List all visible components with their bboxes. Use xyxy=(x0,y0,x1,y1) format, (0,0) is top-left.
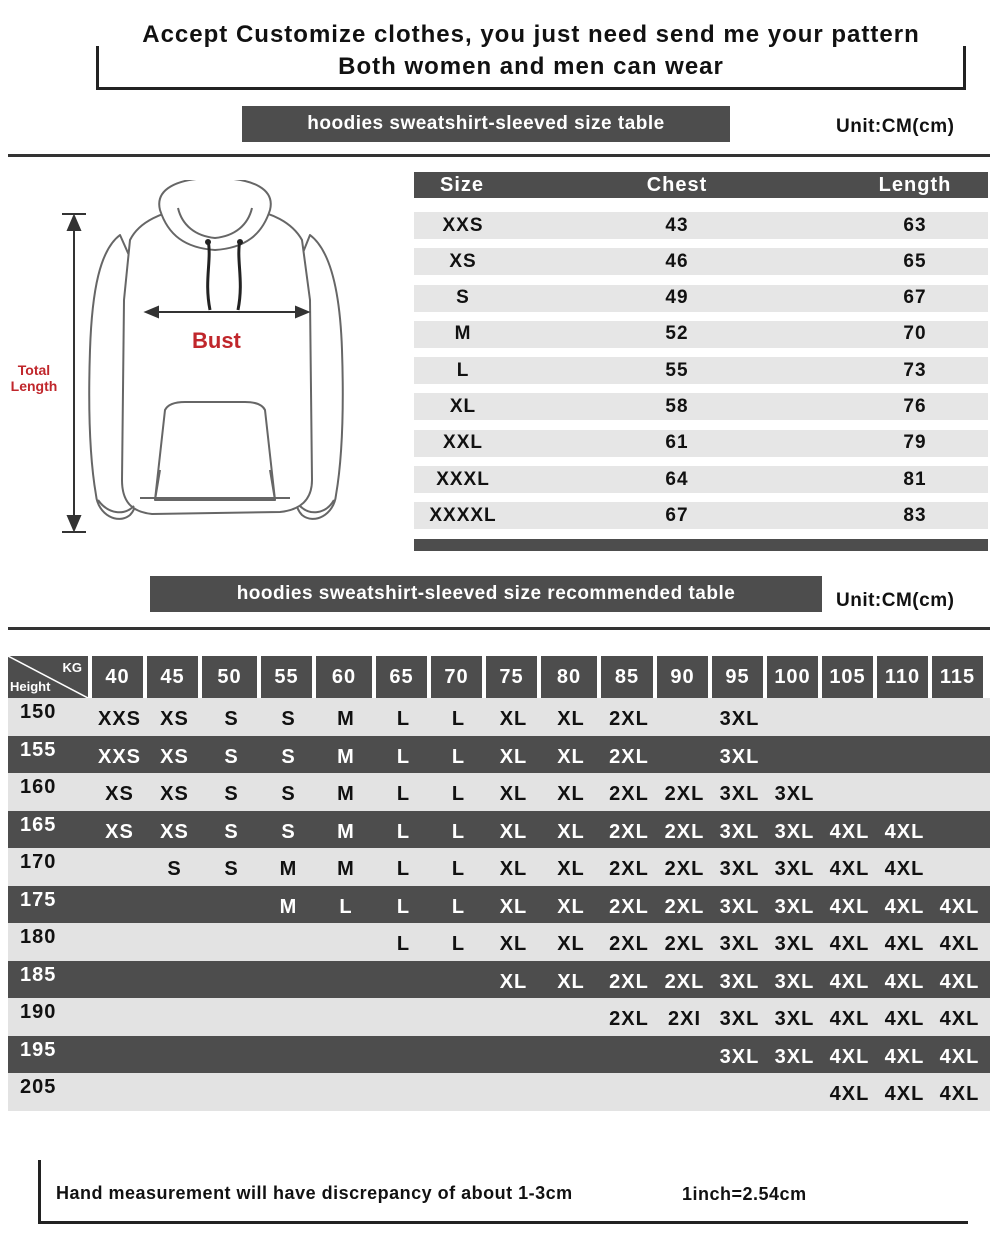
size-recommendation-cell: L xyxy=(451,708,466,731)
size-recommendation-cell: 4XL xyxy=(939,970,980,993)
size-table-banner: hoodies sweatshirt-sleeved size table xyxy=(242,106,730,142)
size-cell: XXL xyxy=(443,432,483,454)
size-recommendation-cell: 4XL xyxy=(939,1008,980,1031)
size-recommendation-cell: 2XL xyxy=(609,783,649,806)
recommended-table-row xyxy=(8,848,990,886)
size-recommendation-cell: S xyxy=(224,708,239,731)
size-recommendation-cell: XL xyxy=(557,708,585,731)
size-recommendation-cell: S xyxy=(281,745,296,768)
size-recommendation-cell: 2XL xyxy=(664,970,705,993)
size-recommendation-cell: S xyxy=(224,745,239,768)
size-recommendation-cell: XXS xyxy=(97,708,142,731)
chest-cell: 58 xyxy=(665,395,689,417)
weight-header-60: 60 xyxy=(316,656,372,698)
size-table-unit: Unit:CM(cm) xyxy=(836,116,955,137)
bust-label: Bust xyxy=(192,328,241,353)
size-recommendation-cell: XS xyxy=(160,783,189,806)
size-table-row xyxy=(414,285,988,312)
weight-header-80: 80 xyxy=(541,656,597,698)
size-recommendation-cell: 3XL xyxy=(774,895,815,918)
chest-cell: 64 xyxy=(665,468,689,490)
size-recommendation-cell: XL xyxy=(557,895,585,918)
size-recommendation-cell: 4XL xyxy=(884,895,925,918)
size-cell: L xyxy=(456,359,470,381)
height-cell: 150 xyxy=(20,701,57,724)
weight-header-105: 105 xyxy=(822,656,873,698)
header-subtitle: Both women and men can wear xyxy=(338,53,724,80)
size-recommendation-cell: XXS xyxy=(97,745,142,768)
recommended-table-unit: Unit:CM(cm) xyxy=(836,590,955,611)
size-recommendation-cell: XL xyxy=(499,895,528,918)
size-recommendation-cell: 4XL xyxy=(884,970,925,993)
size-recommendation-cell: 4XL xyxy=(884,1045,925,1068)
chest-cell: 43 xyxy=(665,214,689,236)
chest-cell: 46 xyxy=(665,250,689,272)
size-recommendation-cell: 2XL xyxy=(664,783,705,806)
size-recommendation-cell: 2XL xyxy=(609,745,649,768)
weight-header-90: 90 xyxy=(657,656,708,698)
size-recommendation-cell: 3XL xyxy=(774,858,815,881)
size-cell: S xyxy=(456,287,470,309)
size-table-header xyxy=(414,172,988,198)
weight-header-95: 95 xyxy=(712,656,763,698)
length-cell: 81 xyxy=(903,468,927,490)
size-recommendation-cell: XL xyxy=(557,745,585,768)
size-recommendation-cell: 4XL xyxy=(884,1008,925,1031)
weight-header-50: 50 xyxy=(202,656,257,698)
length-cell: 73 xyxy=(903,359,927,381)
size-recommendation-cell: 4XL xyxy=(829,858,870,881)
height-cell: 180 xyxy=(20,926,57,949)
size-recommendation-cell: M xyxy=(337,783,355,806)
size-recommendation-cell: L xyxy=(396,745,411,768)
size-table-row xyxy=(414,502,988,529)
weight-header-70: 70 xyxy=(431,656,482,698)
weight-header-100: 100 xyxy=(767,656,818,698)
size-recommendation-cell: 2XL xyxy=(609,708,649,731)
size-recommendation-cell: 4XL xyxy=(884,933,925,956)
size-table-footer-bar xyxy=(414,539,988,551)
chest-cell: 67 xyxy=(665,504,689,526)
length-cell: 65 xyxy=(903,250,927,272)
size-recommendation-cell: L xyxy=(396,933,411,956)
weight-axis-label: KG xyxy=(62,660,82,675)
divider xyxy=(8,627,990,630)
recommended-table-row xyxy=(8,698,990,736)
size-recommendation-cell: 3XL xyxy=(719,745,760,768)
size-recommendation-cell: M xyxy=(337,858,355,881)
size-cell: XXXL xyxy=(436,468,490,490)
height-cell: 165 xyxy=(20,813,57,836)
recommended-table-row xyxy=(8,1036,990,1074)
size-recommendation-cell: S xyxy=(281,820,296,843)
size-recommendation-cell: 3XL xyxy=(774,933,815,956)
size-recommendation-cell: 4XL xyxy=(829,1008,870,1031)
size-recommendation-cell: S xyxy=(281,783,296,806)
size-recommendation-cell: 4XL xyxy=(829,933,870,956)
size-recommendation-cell: 3XL xyxy=(719,858,760,881)
size-recommendation-cell: 4XL xyxy=(939,1045,980,1068)
measurement-note: Hand measurement will have discrepancy of about 1-3cm xyxy=(56,1183,573,1203)
weight-header-85: 85 xyxy=(601,656,653,698)
size-cell: XS xyxy=(449,250,477,272)
size-recommendation-cell: M xyxy=(337,745,355,768)
size-cell: XXXXL xyxy=(429,504,497,526)
size-recommendation-cell: 3XL xyxy=(774,783,815,806)
size-table-row xyxy=(414,357,988,384)
size-recommendation-cell: 4XL xyxy=(939,895,980,918)
height-cell: 205 xyxy=(20,1076,57,1099)
recommended-table-row xyxy=(8,1073,990,1111)
size-recommendation-cell: L xyxy=(451,745,466,768)
size-recommendation-cell: 3XL xyxy=(774,1008,815,1031)
size-recommendation-cell: S xyxy=(281,708,296,731)
table-corner-cell xyxy=(8,656,88,698)
size-recommendation-cell: 2XL xyxy=(664,858,705,881)
size-recommendation-cell: 4XL xyxy=(939,933,980,956)
size-recommendation-cell: 3XL xyxy=(774,970,815,993)
size-cell: M xyxy=(454,323,472,345)
size-recommendation-cell: L xyxy=(451,895,466,918)
size-table-row xyxy=(414,321,988,348)
size-recommendation-cell: 2XL xyxy=(609,820,649,843)
header-box xyxy=(96,12,966,90)
size-recommendation-cell: 4XL xyxy=(884,858,925,881)
size-recommendation-cell: 2XL xyxy=(664,933,705,956)
height-axis-label: Height xyxy=(10,679,51,694)
length-cell: 83 xyxy=(903,504,927,526)
size-recommendation-cell: XS xyxy=(105,783,134,806)
height-cell: 155 xyxy=(20,738,57,761)
size-recommendation-cell: 2XL xyxy=(609,1008,649,1031)
size-recommendation-cell: 4XL xyxy=(884,820,925,843)
size-recommendation-cell: 4XL xyxy=(829,1083,870,1106)
height-cell: 175 xyxy=(20,888,57,911)
recommended-size-table xyxy=(8,656,990,1111)
size-recommendation-cell: 3XL xyxy=(719,783,760,806)
size-recommendation-cell: M xyxy=(337,708,355,731)
length-cell: 76 xyxy=(903,395,927,417)
size-recommendation-cell: M xyxy=(279,858,298,881)
length-cell: 67 xyxy=(903,287,927,309)
size-table-row xyxy=(414,393,988,420)
recommended-table-header xyxy=(8,656,990,698)
size-recommendation-cell: L xyxy=(396,895,411,918)
height-cell: 190 xyxy=(20,1001,57,1024)
weight-header-75: 75 xyxy=(486,656,537,698)
divider xyxy=(8,154,990,157)
size-recommendation-cell: S xyxy=(167,858,182,881)
size-table-row xyxy=(414,466,988,493)
recommended-table-row xyxy=(8,998,990,1036)
size-recommendation-cell: L xyxy=(451,858,466,881)
recommended-table-row xyxy=(8,923,990,961)
recommended-table-row xyxy=(8,886,990,924)
chest-column-header: Chest xyxy=(646,173,708,196)
size-recommendation-cell: L xyxy=(396,783,411,806)
height-cell: 160 xyxy=(20,776,57,799)
weight-header-55: 55 xyxy=(261,656,312,698)
size-recommendation-cell: 2XL xyxy=(609,933,649,956)
size-table-row xyxy=(414,430,988,457)
size-recommendation-cell: XL xyxy=(499,745,528,768)
recommended-table-row xyxy=(8,736,990,774)
size-cell: XXS xyxy=(442,214,484,236)
size-recommendation-cell: L xyxy=(451,933,466,956)
size-recommendation-cell: 3XL xyxy=(719,895,760,918)
total-length-label-line2: Length xyxy=(10,378,58,394)
size-recommendation-cell: L xyxy=(396,858,411,881)
chest-cell: 52 xyxy=(665,323,689,345)
size-recommendation-cell: XL xyxy=(557,783,585,806)
size-recommendation-cell: XL xyxy=(499,783,528,806)
size-recommendation-cell: XS xyxy=(160,708,189,731)
size-recommendation-cell: XS xyxy=(160,745,189,768)
size-recommendation-cell: L xyxy=(339,895,353,918)
height-cell: 195 xyxy=(20,1038,57,1061)
size-recommendation-cell: 4XL xyxy=(829,970,870,993)
size-recommendation-cell: XL xyxy=(499,858,528,881)
weight-header-110: 110 xyxy=(877,656,928,698)
size-recommendation-cell: XL xyxy=(557,933,585,956)
recommended-table-row xyxy=(8,773,990,811)
recommended-table-row xyxy=(8,961,990,999)
size-recommendation-cell: 3XL xyxy=(719,933,760,956)
size-table xyxy=(414,172,988,551)
length-cell: 70 xyxy=(903,323,927,345)
size-recommendation-cell: 4XL xyxy=(939,1083,980,1106)
recommended-table-banner: hoodies sweatshirt-sleeved size recommended table xyxy=(150,576,822,612)
size-recommendation-cell: 3XL xyxy=(774,820,815,843)
size-recommendation-cell: M xyxy=(337,820,355,843)
size-recommendation-cell: M xyxy=(279,895,298,918)
size-recommendation-cell: 4XL xyxy=(884,1083,925,1106)
height-cell: 185 xyxy=(20,963,57,986)
size-column-header: Size xyxy=(440,173,485,196)
chest-cell: 61 xyxy=(665,432,689,454)
size-recommendation-cell: L xyxy=(396,708,411,731)
size-recommendation-cell: XL xyxy=(557,820,585,843)
length-cell: 79 xyxy=(903,432,927,454)
length-cell: 63 xyxy=(903,214,927,236)
size-recommendation-cell: 2XL xyxy=(609,895,649,918)
size-recommendation-cell: XL xyxy=(499,820,528,843)
recommended-table-row xyxy=(8,811,990,849)
total-length-label-line1: Total xyxy=(17,362,51,378)
size-recommendation-cell: 2XL xyxy=(609,970,649,993)
size-recommendation-cell: 3XL xyxy=(719,708,760,731)
weight-header-65: 65 xyxy=(376,656,427,698)
size-recommendation-cell: 2XL xyxy=(609,858,649,881)
size-recommendation-cell: XL xyxy=(499,970,528,993)
size-recommendation-cell: 3XL xyxy=(719,970,760,993)
size-recommendation-cell: XL xyxy=(557,970,585,993)
weight-header-45: 45 xyxy=(147,656,198,698)
size-recommendation-cell: 3XL xyxy=(719,1008,760,1031)
size-recommendation-cell: XS xyxy=(105,820,134,843)
size-recommendation-cell: 3XL xyxy=(719,1045,760,1068)
chest-cell: 49 xyxy=(665,287,689,309)
unit-conversion: 1inch=2.54cm xyxy=(682,1184,807,1204)
size-recommendation-cell: 2XI xyxy=(667,1008,702,1031)
size-recommendation-cell: S xyxy=(224,820,239,843)
chest-cell: 55 xyxy=(665,359,689,381)
total-length-label xyxy=(4,362,64,394)
size-table-row xyxy=(414,212,988,239)
size-recommendation-cell: 4XL xyxy=(829,1045,870,1068)
size-cell: XL xyxy=(449,395,477,417)
size-recommendation-cell: XL xyxy=(499,708,528,731)
weight-header-115: 115 xyxy=(932,656,983,698)
size-recommendation-cell: XL xyxy=(499,933,528,956)
size-recommendation-cell: XS xyxy=(160,820,189,843)
size-recommendation-cell: L xyxy=(451,783,466,806)
size-recommendation-cell: S xyxy=(224,783,239,806)
length-column-header: Length xyxy=(878,173,952,196)
size-recommendation-cell: 3XL xyxy=(719,820,760,843)
header-title: Accept Customize clothes, you just need send me your pattern xyxy=(142,21,920,48)
size-recommendation-cell: 2XL xyxy=(664,820,705,843)
height-cell: 170 xyxy=(20,851,57,874)
size-recommendation-cell: L xyxy=(451,820,466,843)
size-table-row xyxy=(414,248,988,275)
size-recommendation-cell: 4XL xyxy=(829,820,870,843)
size-recommendation-cell: XL xyxy=(557,858,585,881)
size-recommendation-cell: L xyxy=(396,820,411,843)
size-recommendation-cell: 3XL xyxy=(774,1045,815,1068)
size-recommendation-cell: 4XL xyxy=(829,895,870,918)
size-recommendation-cell: 2XL xyxy=(664,895,705,918)
size-recommendation-cell: S xyxy=(224,858,239,881)
weight-header-40: 40 xyxy=(92,656,143,698)
